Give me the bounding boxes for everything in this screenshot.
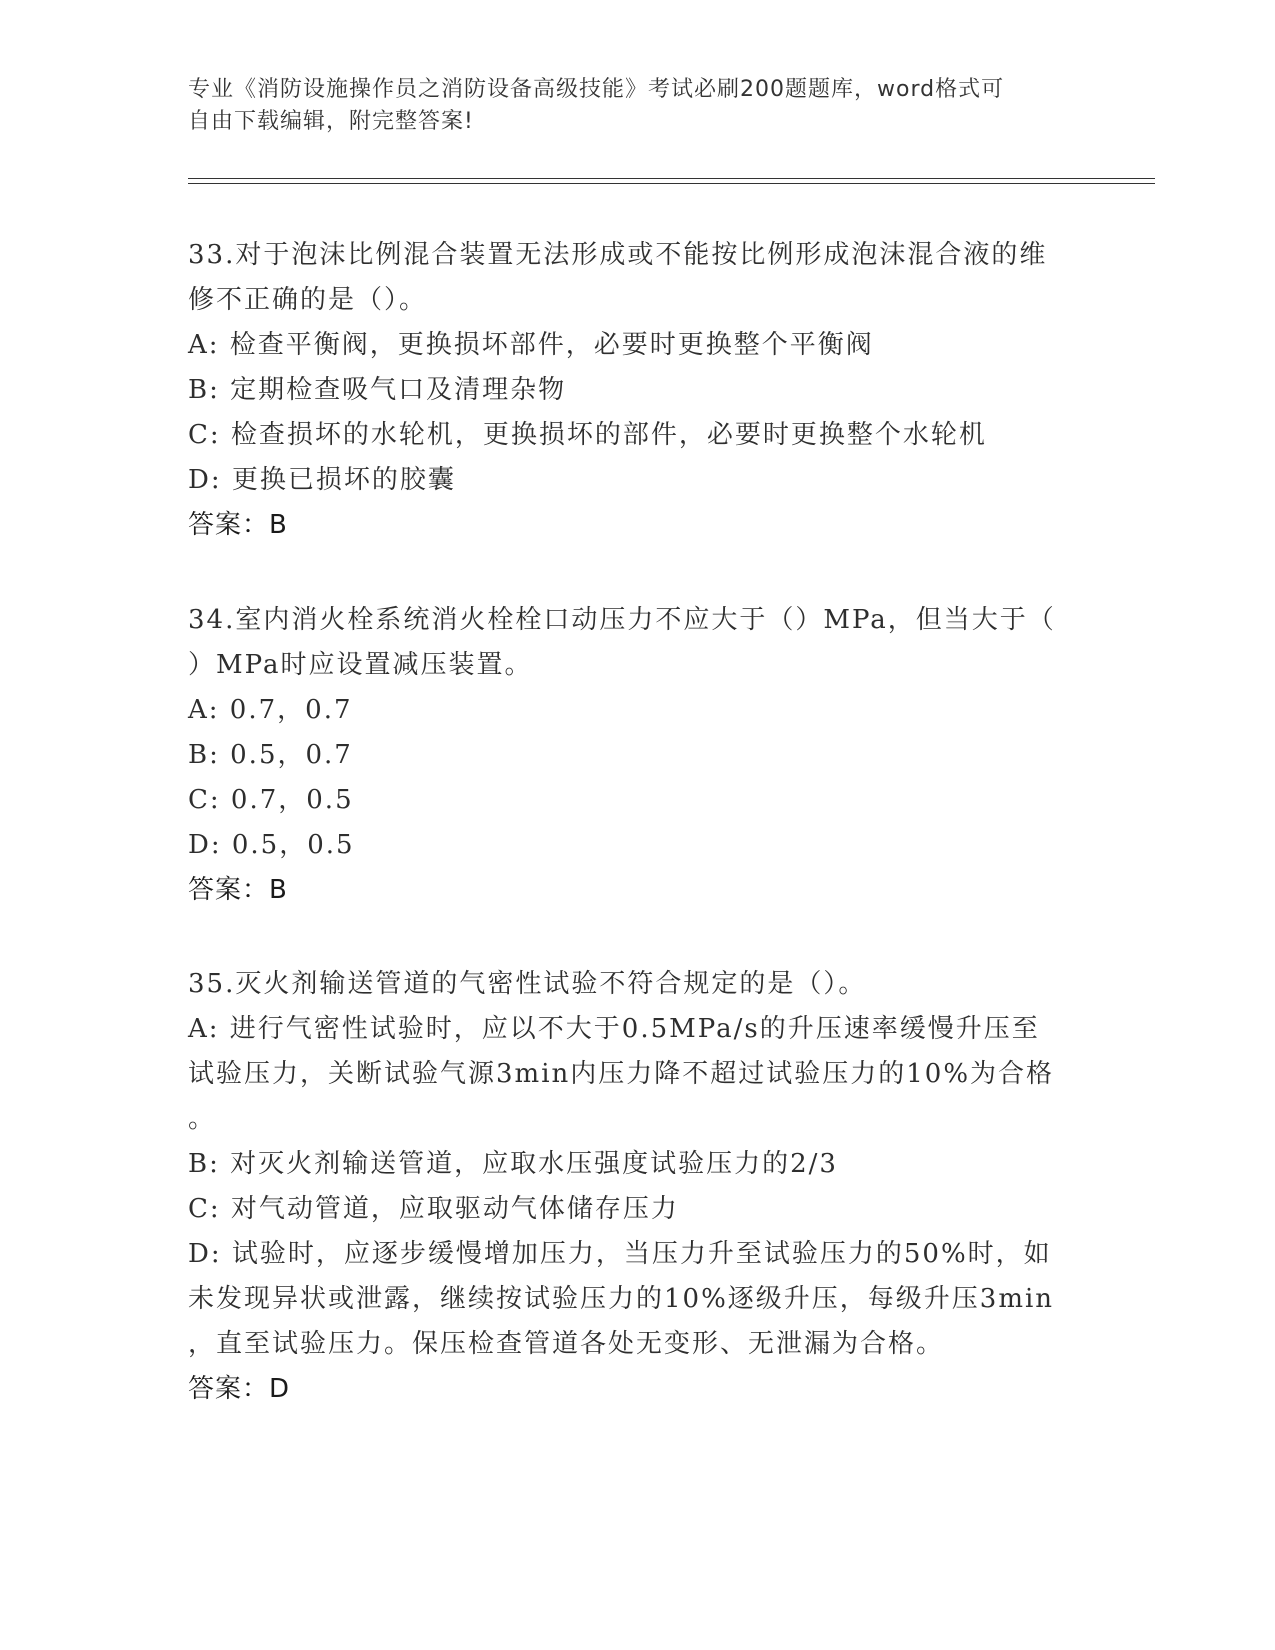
option-d-continued: ，直至试验压力。保压检查管道各处无变形、无泄漏为合格。 <box>188 1329 945 1359</box>
option-a-continued: 试验压力，关断试验气源3min内压力降不超过试验压力的10%为合格 <box>188 1059 1055 1089</box>
answer-label: 答案：B <box>188 510 288 540</box>
option-a: A: 0.7，0.7 <box>188 695 353 725</box>
option-d: D: 试验时，应逐步缓慢增加压力，当压力升至试验压力的50%时，如 <box>188 1239 1052 1269</box>
option-c: C: 对气动管道，应取驱动气体储存压力 <box>188 1194 679 1224</box>
option-b: B: 定期检查吸气口及清理杂物 <box>188 375 567 405</box>
option-a: A: 检查平衡阀，更换损坏部件，必要时更换整个平衡阀 <box>188 330 874 360</box>
question-34 <box>188 598 1088 913</box>
question-stem: 修不正确的是（）。 <box>188 285 428 315</box>
option-d: D: 更换已损坏的胶囊 <box>188 465 456 495</box>
option-d-continued: 未发现异状或泄露，继续按试验压力的10%逐级升压，每级升压3min <box>188 1284 1055 1314</box>
option-d: D: 0.5，0.5 <box>188 830 355 860</box>
question-stem: 34.室内消火栓系统消火栓栓口动压力不应大于（）MPa，但当大于（ <box>188 605 1056 635</box>
question-35 <box>188 962 1088 1412</box>
option-a-continued: 。 <box>188 1104 217 1134</box>
document-header <box>188 74 1068 138</box>
option-b: B: 0.5，0.7 <box>188 740 353 770</box>
answer-label: 答案：D <box>188 1374 291 1404</box>
header-divider-bottom <box>188 183 1155 184</box>
header-divider-top <box>188 178 1155 179</box>
question-stem: 35.灭火剂输送管道的气密性试验不符合规定的是（）。 <box>188 969 867 999</box>
option-c: C: 检查损坏的水轮机，更换损坏的部件，必要时更换整个水轮机 <box>188 420 987 450</box>
option-a: A: 进行气密性试验时，应以不大于0.5MPa/s的升压速率缓慢升压至 <box>188 1014 1040 1044</box>
question-stem: ）MPa时应设置减压装置。 <box>188 650 533 680</box>
option-b: B: 对灭火剂输送管道，应取水压强度试验压力的2/3 <box>188 1149 838 1179</box>
option-c: C: 0.7，0.5 <box>188 785 354 815</box>
question-stem: 33.对于泡沫比例混合装置无法形成或不能按比例形成泡沫混合液的维 <box>188 240 1048 270</box>
question-33 <box>188 233 1088 548</box>
answer-label: 答案：B <box>188 875 288 905</box>
header-line-1: 专业《消防设施操作员之消防设备高级技能》考试必刷200题题库，word格式可 <box>188 77 1005 102</box>
header-line-2: 自由下载编辑，附完整答案! <box>188 109 474 134</box>
